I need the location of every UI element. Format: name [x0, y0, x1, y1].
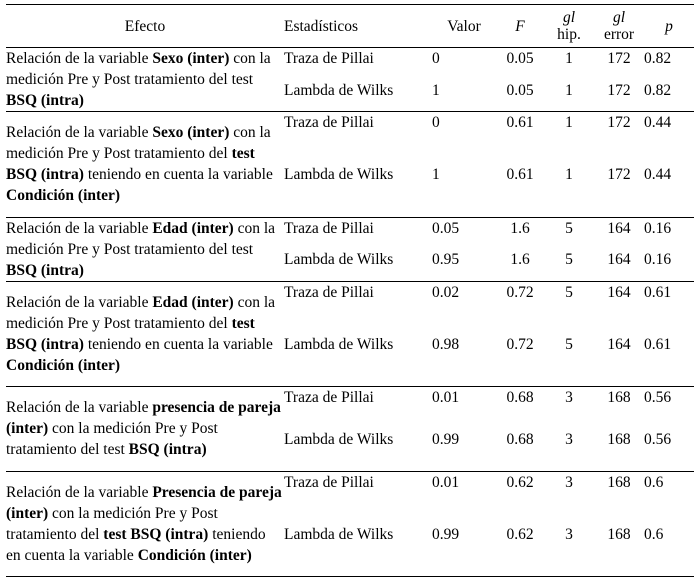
- effect-bold-segment: presencia de pareja (inter): [6, 399, 281, 438]
- value-cell: 0.02: [432, 283, 460, 301]
- effect-bold-segment: BSQ (intra): [128, 441, 207, 459]
- value-cell: 0.98: [432, 335, 460, 353]
- effect-text-segment: con la medición Pre y Post tratamiento del: [6, 504, 218, 543]
- statistic-cell: Lambda de Wilks: [284, 251, 394, 269]
- effect-text-segment: teniendo en cuenta la variable: [6, 525, 266, 564]
- f-cell: 0.05: [506, 50, 534, 68]
- effect-text-segment: con la medición Pre y Post tratamiento del test: [6, 420, 218, 459]
- effect-bold-segment: BSQ (intra): [6, 92, 84, 109]
- effect-cell: [6, 387, 284, 472]
- table-row: [6, 387, 694, 409]
- f-cell: 1.6: [510, 251, 530, 269]
- effect-bold-segment: Edad (inter): [152, 219, 234, 237]
- header-statistics: Estadísticos: [284, 17, 359, 35]
- table-row: [6, 48, 694, 70]
- f-cell: 0.72: [506, 283, 534, 301]
- value-cell: 0: [432, 114, 440, 131]
- table-row: [6, 471, 694, 493]
- statistic-cell: Lambda de Wilks: [284, 166, 394, 184]
- effect-bold-segment: Sexo (inter): [152, 50, 230, 67]
- p-cell: 0.44: [644, 114, 672, 131]
- effect-cell: [6, 217, 284, 281]
- value-cell: 0.99: [432, 525, 460, 543]
- f-cell: 0.72: [506, 335, 534, 353]
- effect-bold-segment: Condición (inter): [6, 187, 121, 205]
- f-cell: 0.62: [506, 525, 534, 543]
- p-cell: 0.82: [644, 81, 672, 99]
- gl-error-cell: 168: [607, 430, 631, 448]
- table-body: [6, 48, 694, 577]
- gl-error-cell: 172: [607, 50, 631, 68]
- effect-cell: [6, 112, 284, 218]
- header-f: F: [515, 17, 525, 35]
- gl-hyp-cell: 1: [565, 81, 573, 99]
- gl-hyp-cell: 5: [565, 283, 573, 301]
- effect-bold-segment: test BSQ (intra): [6, 145, 255, 184]
- gl-error-cell: 172: [607, 114, 631, 131]
- header-value: Valor: [447, 17, 481, 35]
- p-cell: 0.56: [644, 389, 672, 406]
- gl-hyp-cell: 3: [565, 473, 573, 491]
- table-row: [6, 217, 694, 239]
- value-cell: 0.01: [432, 389, 460, 406]
- effect-bold-segment: test BSQ (intra): [103, 525, 209, 543]
- gl-hyp-cell: 5: [565, 251, 573, 269]
- effect-cell: [6, 281, 284, 387]
- p-cell: 0.6: [644, 473, 664, 491]
- p-cell: 0.16: [644, 219, 672, 237]
- value-cell: 0.01: [432, 473, 460, 491]
- f-cell: 0.62: [506, 473, 534, 491]
- effect-text-segment: con la medición Pre y Post tratamiento del: [6, 124, 271, 163]
- header-gl-error-bottom: error: [603, 26, 635, 43]
- effect-text-segment: teniendo en cuenta la variable: [83, 166, 273, 184]
- header-gl-hyp: [544, 5, 594, 48]
- effect-bold-segment: Presencia de pareja (inter): [6, 483, 282, 522]
- header-effect: Efecto: [124, 17, 166, 35]
- statistic-cell: Traza de Pillai: [284, 114, 374, 131]
- effect-text-segment: Relación de la variable: [6, 50, 153, 67]
- gl-hyp-cell: 1: [565, 50, 573, 68]
- value-cell: 1: [432, 81, 440, 99]
- value-cell: 1: [432, 166, 440, 184]
- gl-error-cell: 164: [607, 251, 631, 269]
- gl-hyp-cell: 5: [565, 335, 573, 353]
- effect-bold-segment: BSQ (intra): [6, 261, 84, 279]
- statistic-cell: Lambda de Wilks: [284, 335, 394, 353]
- statistic-cell: Lambda de Wilks: [284, 81, 394, 99]
- f-cell: 0.05: [506, 81, 534, 99]
- statistic-cell: Lambda de Wilks: [284, 525, 394, 543]
- table-row: [6, 281, 694, 303]
- gl-hyp-cell: 1: [565, 166, 573, 184]
- p-cell: 0.61: [644, 335, 672, 353]
- gl-error-cell: 164: [607, 283, 631, 301]
- effect-text-segment: con la medición Pre y Post tratamiento del: [6, 293, 276, 332]
- gl-hyp-cell: 3: [565, 389, 573, 406]
- p-cell: 0.6: [644, 525, 664, 543]
- effect-text-segment: Relación de la variable: [6, 124, 153, 142]
- p-cell: 0.16: [644, 251, 672, 269]
- header-gl-hyp-top: gl: [562, 9, 576, 26]
- header-p: p: [665, 17, 673, 35]
- gl-error-cell: 168: [607, 389, 631, 406]
- effect-bold-segment: test BSQ (intra): [6, 314, 255, 353]
- gl-error-cell: 164: [607, 335, 631, 353]
- gl-hyp-cell: 5: [565, 219, 573, 237]
- statistic-cell: Traza de Pillai: [284, 389, 374, 406]
- p-cell: 0.56: [644, 430, 672, 448]
- gl-hyp-cell: 3: [565, 430, 573, 448]
- header-gl-error: [594, 5, 644, 48]
- effect-cell: [6, 48, 284, 112]
- header-gl-hyp-bottom: hip.: [557, 26, 581, 43]
- statistic-cell: Traza de Pillai: [284, 219, 374, 237]
- gl-error-cell: 172: [607, 81, 631, 99]
- f-cell: 0.61: [506, 114, 534, 131]
- value-cell: 0.99: [432, 430, 460, 448]
- statistic-cell: Traza de Pillai: [284, 473, 374, 491]
- gl-hyp-cell: 3: [565, 525, 573, 543]
- gl-error-cell: 172: [607, 166, 631, 184]
- gl-error-cell: 168: [607, 525, 631, 543]
- value-cell: 0.05: [432, 219, 460, 237]
- effect-bold-segment: Condición (inter): [137, 546, 252, 564]
- effect-bold-segment: Edad (inter): [152, 293, 234, 311]
- statistic-cell: Traza de Pillai: [284, 283, 374, 301]
- effect-text-segment: Relación de la variable: [6, 399, 153, 417]
- f-cell: 0.61: [506, 166, 534, 184]
- effect-text-segment: Relación de la variable: [6, 483, 153, 501]
- f-cell: 1.6: [510, 219, 530, 237]
- gl-hyp-cell: 1: [565, 114, 573, 131]
- p-cell: 0.44: [644, 166, 672, 184]
- effect-bold-segment: Condición (inter): [6, 356, 121, 374]
- value-cell: 0: [432, 50, 440, 68]
- effect-text-segment: con la medición Pre y Post tratamiento del test: [6, 219, 276, 258]
- statistic-cell: Lambda de Wilks: [284, 430, 394, 448]
- effect-bold-segment: Sexo (inter): [152, 124, 230, 142]
- p-cell: 0.82: [644, 50, 672, 68]
- f-cell: 0.68: [506, 430, 534, 448]
- effect-text-segment: Relación de la variable: [6, 219, 153, 237]
- f-cell: 0.68: [506, 389, 534, 406]
- header-gl-error-top: gl: [612, 9, 626, 26]
- table-row: [6, 112, 694, 134]
- effect-text-segment: Relación de la variable: [6, 293, 153, 311]
- statistic-cell: Traza de Pillai: [284, 50, 374, 68]
- gl-error-cell: 164: [607, 219, 631, 237]
- value-cell: 0.95: [432, 251, 460, 269]
- effect-text-segment: teniendo en cuenta la variable: [83, 335, 273, 353]
- gl-error-cell: 168: [607, 473, 631, 491]
- manova-results-table: [6, 4, 694, 577]
- effect-text-segment: con la medición Pre y Post tratamiento del test: [6, 50, 271, 88]
- effect-cell: [6, 471, 284, 577]
- header-row: [6, 5, 694, 48]
- p-cell: 0.61: [644, 283, 672, 301]
